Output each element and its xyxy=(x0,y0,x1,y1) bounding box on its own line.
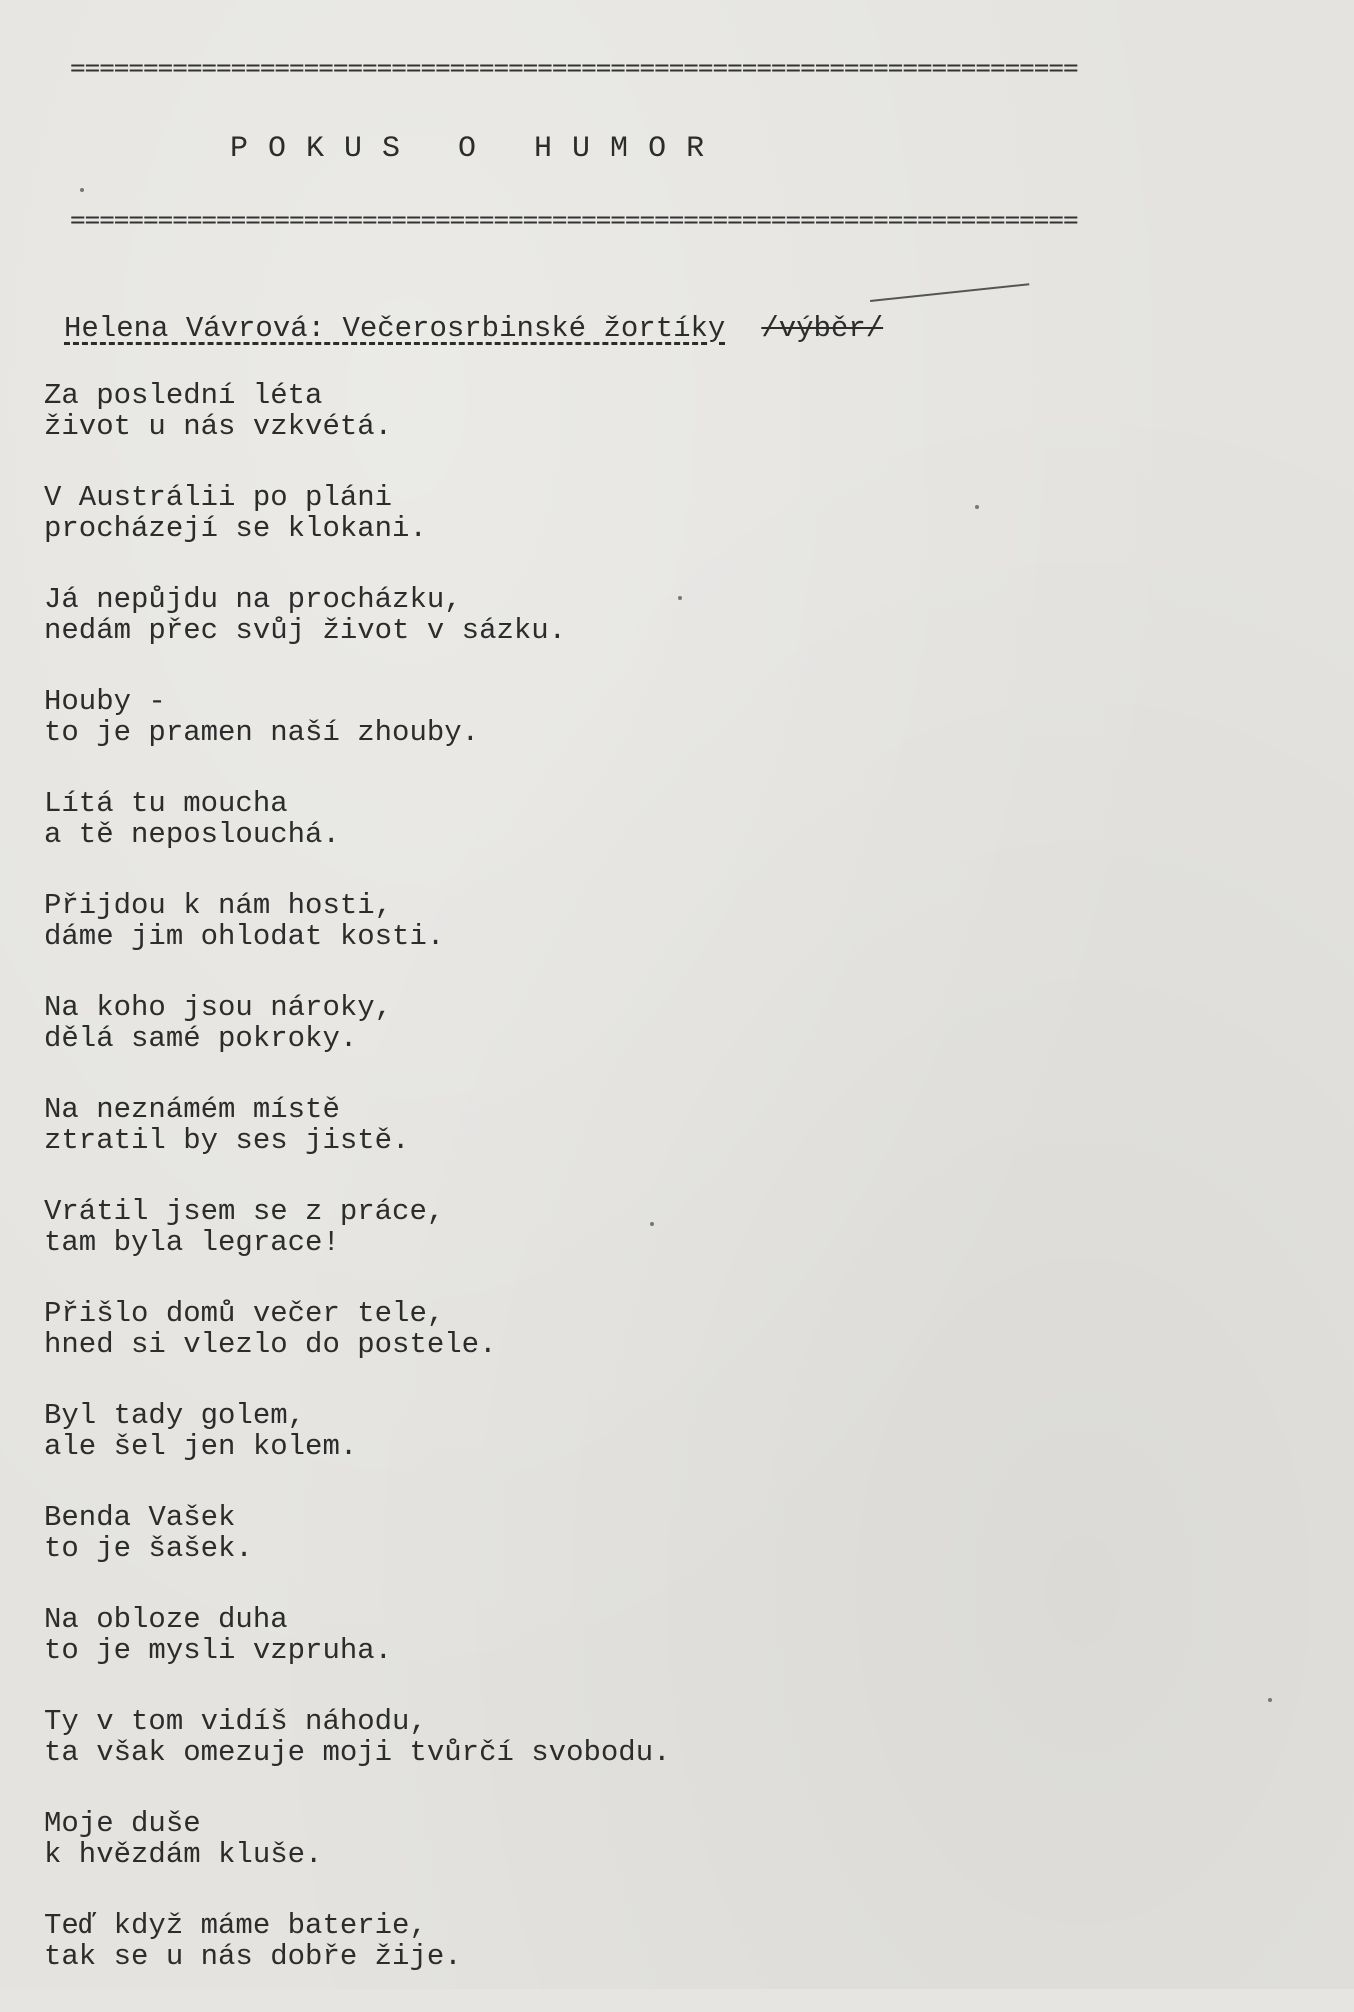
paper-speck xyxy=(975,505,979,509)
struck-note: /výběr/ xyxy=(761,312,884,345)
paper-speck xyxy=(678,596,682,600)
stanza xyxy=(44,1502,1294,1564)
paper-speck xyxy=(80,188,84,192)
verse-line: ale šel jen kolem. xyxy=(44,1430,358,1463)
paper-speck xyxy=(650,1222,654,1226)
verse-line: dáme jim ohlodat kosti. xyxy=(44,920,445,953)
verse-line: Teď když máme baterie, xyxy=(44,1909,427,1942)
handwritten-stroke xyxy=(870,283,1032,330)
verse-line: Na neznámém místě xyxy=(44,1093,340,1126)
verse-line: Za poslední léta xyxy=(44,379,323,412)
verse-line: a tě neposlouchá. xyxy=(44,818,340,851)
stanza xyxy=(44,1400,1294,1462)
verse-line: procházejí se klokani. xyxy=(44,512,427,545)
paper-speck xyxy=(1268,1698,1272,1702)
stanza xyxy=(44,1910,1294,1972)
verse-line: Moje duše xyxy=(44,1807,201,1840)
verse-line: tak se u nás dobře žije. xyxy=(44,1940,462,1973)
stanza xyxy=(44,584,1294,646)
top-divider-rule: ===================================================================== xyxy=(70,60,1078,80)
stanza xyxy=(44,380,1294,442)
stanza xyxy=(44,1808,1294,1870)
verse-line: ztratil by ses jistě. xyxy=(44,1124,410,1157)
verse-line: Na obloze duha xyxy=(44,1603,288,1636)
verse-line: Já nepůjdu na procházku, xyxy=(44,583,462,616)
stanza xyxy=(44,686,1294,748)
bottom-divider-rule: ===================================================================== xyxy=(70,212,1078,232)
verse-line: to je mysli vzpruha. xyxy=(44,1634,393,1667)
verse-line: k hvězdám kluše. xyxy=(44,1838,323,1871)
stanza xyxy=(44,1298,1294,1360)
stanza xyxy=(44,992,1294,1054)
verse-line: to je šašek. xyxy=(44,1532,253,1565)
verse-line: dělá samé pokroky. xyxy=(44,1022,358,1055)
verse-line: Vrátil jsem se z práce, xyxy=(44,1195,445,1228)
verse-line: V Austrálii po pláni xyxy=(44,481,393,514)
verse-line: ta však omezuje moji tvůrčí svobodu. xyxy=(44,1736,671,1769)
stanza xyxy=(44,890,1294,952)
stanza xyxy=(44,1196,1294,1258)
poem-body xyxy=(44,380,1294,2012)
poem-heading xyxy=(64,312,883,345)
verse-line: tam byla legrace! xyxy=(44,1226,340,1259)
page-title: P O K U S O H U M O R xyxy=(230,132,706,166)
verse-line: život u nás vzkvétá. xyxy=(44,410,393,443)
stanza xyxy=(44,1604,1294,1666)
stanza xyxy=(44,1706,1294,1768)
verse-line: Ty v tom vidíš náhodu, xyxy=(44,1705,427,1738)
verse-line: Byl tady golem, xyxy=(44,1399,306,1432)
verse-line: nedám přec svůj život v sázku. xyxy=(44,614,567,647)
stanza xyxy=(44,1094,1294,1156)
poem-author-and-title: Helena Vávrová: Večerosrbinské žortíky xyxy=(64,312,726,345)
verse-line: Přišlo domů večer tele, xyxy=(44,1297,445,1330)
stanza xyxy=(44,788,1294,850)
verse-line: Na koho jsou nároky, xyxy=(44,991,393,1024)
verse-line: hned si vlezlo do postele. xyxy=(44,1328,497,1361)
verse-line: Houby - xyxy=(44,685,166,718)
verse-line: Lítá tu moucha xyxy=(44,787,288,820)
verse-line: Přijdou k nám hosti, xyxy=(44,889,393,922)
verse-line: to je pramen naší zhouby. xyxy=(44,716,480,749)
stanza xyxy=(44,482,1294,544)
verse-line: Benda Vašek xyxy=(44,1501,236,1534)
